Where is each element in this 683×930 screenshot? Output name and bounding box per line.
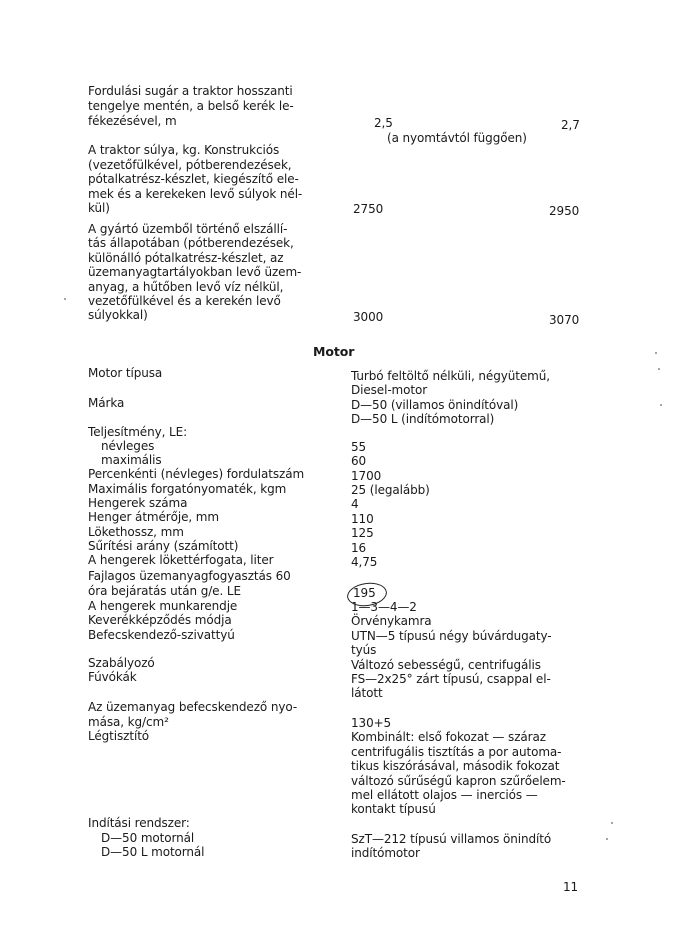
displacement-label: A hengerek lökettérfogata, liter [88, 553, 274, 567]
compression-label: Sűrítési arány (számított) [88, 539, 239, 553]
nozzles-label: Fúvókák [88, 670, 137, 684]
motor-type-value-line2: Diesel-motor [351, 383, 428, 397]
page-number: 11 [563, 880, 579, 894]
weight-construction-label-line4: mek és a kerekeken levő súlyok nél- [88, 187, 303, 201]
motor-type-value-line1: Turbó feltöltő nélküli, négyütemű, [351, 369, 550, 383]
stroke-value: 125 [351, 526, 374, 540]
air-filter-value-line5: mel ellátott olajos — inerciós — [351, 788, 538, 802]
stroke-label: Lökethossz, mm [88, 525, 184, 539]
injection-pump-value-line2: tyús [351, 643, 377, 657]
scan-speck [655, 352, 657, 354]
d50-label: D—50 motornál [101, 831, 195, 845]
maximal-label: maximális [101, 453, 162, 467]
scan-speck [660, 404, 662, 406]
d50l-label: D—50 L motornál [101, 845, 205, 859]
brand-label: Márka [88, 396, 125, 410]
weight-factory-value-2: 3070 [549, 313, 580, 327]
weight-factory-label-line4: üzemanyagtartályokban levő üzem- [88, 265, 302, 279]
maximal-value: 60 [351, 454, 367, 468]
turning-radius-value-2: 2,7 [561, 118, 580, 132]
weight-construction-value-1: 2750 [353, 202, 384, 216]
scan-speck [611, 822, 613, 824]
injection-pump-value-line1: UTN—5 típusú négy búvárdugaty- [351, 629, 552, 643]
turning-radius-note: (a nyomtávtól függően) [387, 131, 527, 145]
consumption-label-line1: Fajlagos üzemanyagfogyasztás 60 [88, 569, 291, 583]
d50l-value: indítómotor [351, 846, 420, 860]
weight-factory-label-line2: tás állapotában (pótberendezések, [88, 236, 294, 250]
weight-factory-label-line5: anyag, a hűtőben levő víz nélkül, [88, 280, 284, 294]
turning-radius-label-line2: tengelye mentén, a belső kerék le- [88, 99, 294, 113]
weight-factory-value-1: 3000 [353, 310, 384, 324]
mixture-label: Keverékképződés módja [88, 613, 232, 627]
rpm-value: 1700 [351, 469, 382, 483]
governor-value: Változó sebességű, centrifugális [351, 658, 541, 672]
air-filter-value-line6: kontakt típusú [351, 802, 436, 816]
air-filter-label: Légtisztító [88, 729, 150, 743]
air-filter-value-line2: centrifugális tisztítás a por automa- [351, 745, 562, 759]
cylinders-label: Hengerek száma [88, 496, 188, 510]
injection-pressure-label-line1: Az üzemanyag befecskendező nyo- [88, 700, 298, 714]
torque-label: Maximális forgatónyomaték, kgm [88, 482, 287, 496]
weight-factory-label-line7: súlyokkal) [88, 308, 148, 322]
injection-pump-label: Befecskendező-szivattyú [88, 628, 235, 642]
brand-value-line1: D—50 (villamos önindítóval) [351, 398, 519, 412]
weight-construction-label-line1: A traktor súlya, kg. Konstrukciós [88, 143, 280, 157]
nozzles-value-line1: FS—2x25° zárt típusú, csappal el- [351, 672, 551, 686]
injection-pressure-label-line2: mása, kg/cm² [88, 715, 169, 729]
firing-order-label: A hengerek munkarendje [88, 599, 238, 613]
firing-order-value: 1—3—4—2 [351, 600, 417, 614]
air-filter-value-line3: tikus kiszórásával, második fokozat [351, 759, 560, 773]
nominal-value: 55 [351, 440, 367, 454]
weight-construction-value-2: 2950 [549, 204, 580, 218]
weight-factory-label-line3: különálló pótalkatrész-készlet, az [88, 251, 284, 265]
brand-value-line2: D—50 L (indítómotorral) [351, 412, 495, 426]
consumption-label-line2: óra bejáratás után g/e. LE [88, 584, 241, 598]
weight-factory-label-line1: A gyártó üzemből történő elszállí- [88, 222, 288, 236]
start-system-label: Indítási rendszer: [88, 816, 190, 830]
turning-radius-label-line1: Fordulási sugár a traktor hosszanti [88, 84, 293, 98]
torque-value: 25 (legalább) [351, 483, 430, 497]
d50-value: SzT—212 típusú villamos önindító [351, 832, 552, 846]
turning-radius-label-line3: fékezésével, m [88, 114, 177, 128]
motor-type-label: Motor típusa [88, 366, 163, 380]
consumption-value: 195 [353, 586, 376, 600]
cylinders-value: 4 [351, 497, 359, 511]
weight-construction-label-line2: (vezetőfülkével, pótberendezések, [88, 158, 292, 172]
nozzles-value-line2: látott [351, 686, 383, 700]
turning-radius-value-1: 2,5 [374, 116, 393, 130]
scan-speck [658, 368, 660, 370]
compression-value: 16 [351, 541, 367, 555]
power-label: Teljesítmény, LE: [88, 425, 188, 439]
mixture-value: Örvénykamra [351, 614, 432, 628]
governor-label: Szabályozó [88, 656, 155, 670]
air-filter-value-line1: Kombinált: első fokozat — száraz [351, 730, 546, 744]
scan-speck [64, 298, 66, 300]
weight-construction-label-line3: pótalkatrész-készlet, kiegészítő ele- [88, 172, 299, 186]
rpm-label: Percenkénti (névleges) fordulatszám [88, 467, 305, 481]
injection-pressure-value: 130+5 [351, 716, 392, 730]
weight-factory-label-line6: vezetőfülkével és a kerekén levő [88, 294, 281, 308]
section-title-motor: Motor [313, 344, 355, 359]
displacement-value: 4,75 [351, 555, 378, 569]
weight-construction-label-line5: kül) [88, 201, 110, 215]
bore-label: Henger átmérője, mm [88, 510, 219, 524]
nominal-label: névleges [101, 439, 155, 453]
bore-value: 110 [351, 512, 374, 526]
scan-speck [606, 838, 608, 840]
air-filter-value-line4: változó sűrűségű kapron szűrőelem- [351, 774, 566, 788]
